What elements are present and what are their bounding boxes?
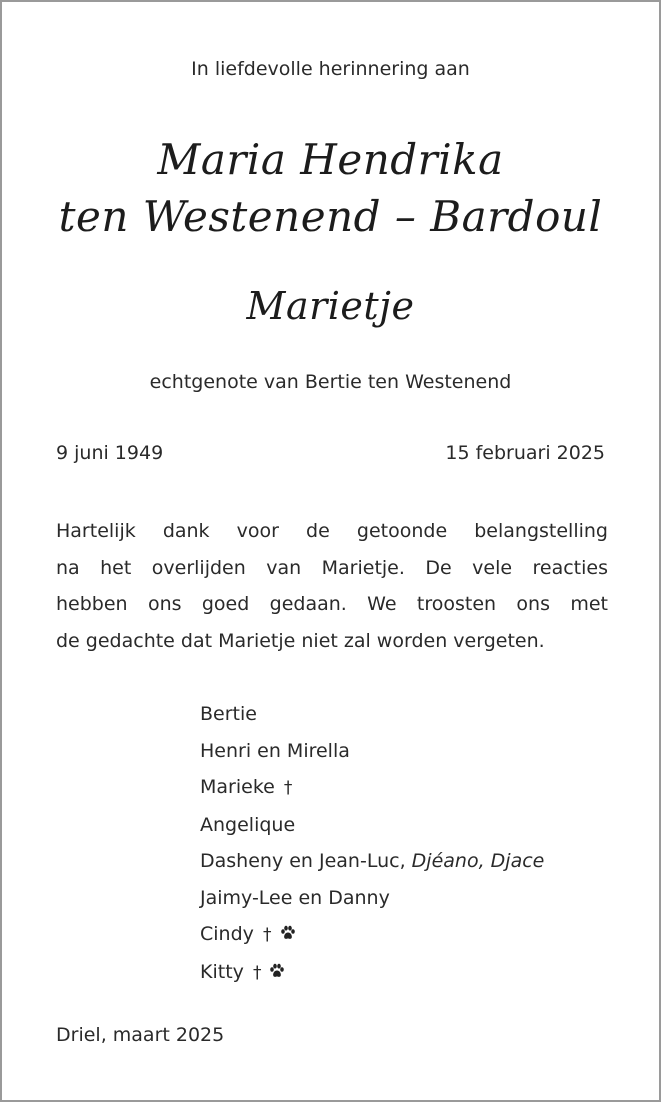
death-date: 15 februari 2025 xyxy=(445,442,605,464)
thanks-line: Hartelijk dank voor de getoonde belangstelling xyxy=(56,520,608,542)
family-member-name: Jaimy-Lee en Danny xyxy=(200,886,390,909)
family-member xyxy=(200,696,544,733)
family-member-name: Marieke xyxy=(200,776,275,798)
thanks-line: na het overlijden van Marietje. De vele reacties xyxy=(56,556,608,579)
thanks-message xyxy=(56,513,608,659)
family-member-name: Henri en Mirella xyxy=(200,739,350,762)
paw-icon xyxy=(269,963,285,979)
family-list xyxy=(200,696,544,991)
cross-icon: † xyxy=(262,925,272,945)
spouse-text: echtgenote van Bertie ten Westenend xyxy=(149,371,512,393)
family-member xyxy=(200,733,544,770)
family-member xyxy=(200,807,544,844)
grandchildren-names: Djéano, Djace xyxy=(411,850,545,872)
family-member-name: Dasheny en Jean-Luc, xyxy=(200,850,406,872)
thanks-line: de gedachte dat Marietje niet zal worden vergeten. xyxy=(56,629,545,652)
family-member xyxy=(200,916,544,954)
deceased-nickname: Marietje xyxy=(246,284,415,328)
family-member xyxy=(200,880,544,917)
paw-icon xyxy=(280,925,296,941)
intro-text: In liefdevolle herinnering aan xyxy=(191,58,470,80)
cross-icon: † xyxy=(283,778,293,798)
life-dates xyxy=(56,442,605,464)
family-member-name: Angelique xyxy=(200,813,296,836)
deceased-name-line1: Maria Hendrika xyxy=(157,135,504,184)
family-member-name: Kitty xyxy=(200,960,244,983)
deceased-name-line2: ten Westenend – Bardoul xyxy=(58,192,603,241)
family-member-name: Bertie xyxy=(200,703,257,725)
family-member-name: Cindy xyxy=(200,923,254,945)
cross-icon: † xyxy=(252,962,262,983)
birth-date: 9 juni 1949 xyxy=(56,442,164,464)
family-member xyxy=(200,954,544,992)
thanks-line: hebben ons goed gedaan. We troosten ons met xyxy=(56,593,608,615)
family-member xyxy=(200,843,544,880)
place-date-footer: Driel, maart 2025 xyxy=(56,1024,225,1046)
family-member xyxy=(200,769,544,807)
